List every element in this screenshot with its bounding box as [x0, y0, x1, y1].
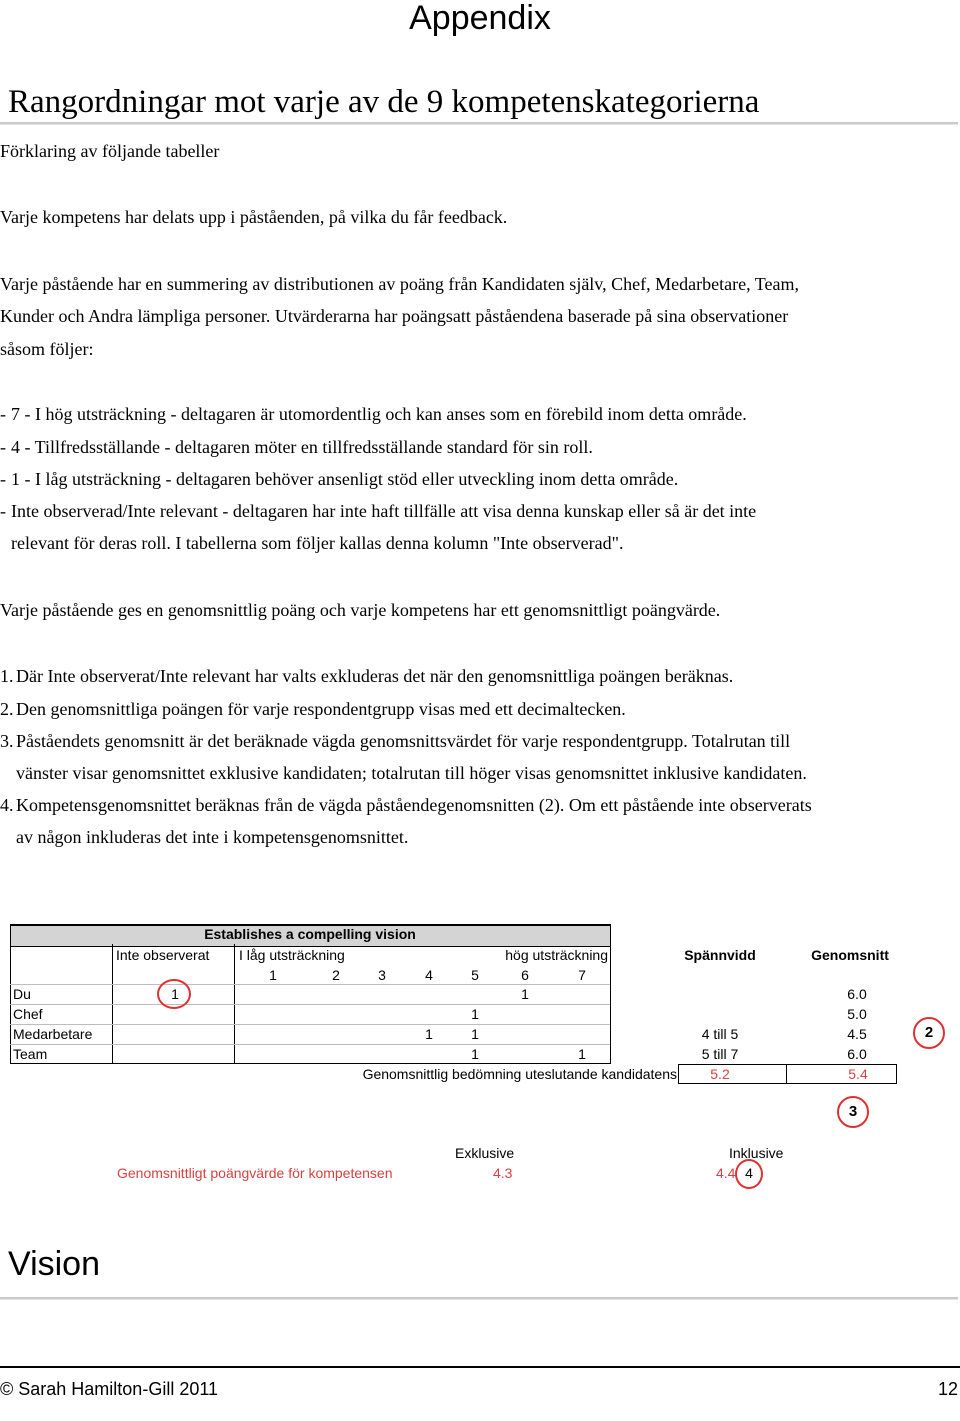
- exclusive-label: Exklusive: [455, 1145, 515, 1161]
- numbered-item: 1. Där Inte observerat/Inte relevant har valts exkluderas det när den genomsnittliga poängen beräknas.: [0, 666, 734, 686]
- average-paragraph: Varje påstående ges en genomsnittlig poäng och varje kompetens har ett genomsnittligt poängvärde.: [0, 600, 721, 620]
- table-cell: 5.0: [847, 1006, 867, 1022]
- header-span: Spännvidd: [684, 947, 756, 963]
- header-not-observed: Inte observerat: [116, 947, 210, 963]
- scale-label: 7: [578, 967, 586, 983]
- list-item: - Inte observerad/Inte relevant - deltagaren har inte haft tillfälle att visa denna kunskap eller så är det inte: [0, 501, 757, 521]
- summary-span: 5.2: [710, 1066, 730, 1082]
- annotation-badge-4: 4: [735, 1159, 763, 1189]
- footer-divider: [0, 1366, 960, 1368]
- table-cell: 1: [578, 1046, 586, 1062]
- annotation-badge-2: 2: [913, 1017, 945, 1049]
- intro-paragraph-1: Varje kompetens har delats upp i påståenden, på vilka du får feedback.: [0, 207, 508, 227]
- numbered-item-continuation: av någon inkluderas det inte i kompetensgenomsnittet.: [16, 827, 409, 847]
- list-item: - 4 - Tillfredsställande - deltagaren möter en tillfredsställande standard för sin roll.: [0, 437, 593, 457]
- table-cell: 5 till 7: [701, 1046, 739, 1062]
- summary-label: Genomsnittlig bedömning uteslutande kandidatens: [362, 1066, 677, 1082]
- page-number: 12: [937, 1379, 958, 1399]
- table-cell: 4 till 5: [701, 1026, 739, 1042]
- table-title: Establishes a compelling vision: [204, 926, 416, 942]
- scale-label: 2: [332, 967, 340, 983]
- scale-label: 6: [521, 967, 529, 983]
- inclusive-label: Inklusive: [729, 1145, 784, 1161]
- intro-paragraph-2-line-2: Kunder och Andra lämpliga personer. Utvärderarna har poängsatt påståendena baserade på sina observationer: [0, 306, 789, 326]
- highlight-circle: [157, 979, 191, 1009]
- table-cell: 1: [471, 1006, 479, 1022]
- scale-label: 1: [269, 967, 277, 983]
- list-item: - 7 - I hög utsträckning - deltagaren är utomordentlig och kan anses som en förebild inom detta område.: [0, 404, 747, 424]
- table-cell: 1: [521, 986, 529, 1002]
- footer-copyright: © Sarah Hamilton-Gill 2011: [0, 1379, 219, 1399]
- intro-paragraph-2-line-3: såsom följer:: [0, 339, 94, 359]
- vision-title: Vision: [8, 1245, 100, 1283]
- competence-average-exclusive: 4.3: [493, 1165, 513, 1181]
- numbered-item-continuation: vänster visar genomsnittet exklusive kandidaten; totalrutan till höger visas genomsnittet inklusive kandidaten.: [16, 763, 807, 783]
- header-low: I låg utsträckning: [239, 947, 345, 963]
- numbered-item: 2. Den genomsnittliga poängen för varje respondentgrupp visas med ett decimaltecken.: [0, 699, 626, 719]
- scale-label: 4: [425, 967, 433, 983]
- table-cell: 6.0: [847, 986, 867, 1002]
- row-label: Team: [13, 1046, 48, 1062]
- list-item-continuation: relevant för deras roll. I tabellerna som följer kallas denna kolumn "Inte observerad".: [11, 533, 624, 553]
- numbered-item: 4. Kompetensgenomsnittet beräknas från de vägda påståendegenomsnitten (2). Om ett påstående inte observerats: [0, 795, 812, 815]
- page-title: Appendix: [409, 0, 551, 37]
- table-cell: 1: [425, 1026, 433, 1042]
- table-cell: 1: [471, 1026, 479, 1042]
- summary-average: 5.4: [848, 1066, 868, 1082]
- annotation-badge-3: 3: [837, 1096, 869, 1128]
- numbered-item: 3. Påståendets genomsnitt är det beräknade vägda genomsnittsvärdet för varje respondentgrupp. Totalrutan till: [0, 731, 791, 751]
- vision-divider: [0, 1297, 958, 1300]
- header-average: Genomsnitt: [811, 947, 889, 963]
- list-item: - 1 - I låg utsträckning - deltagaren behöver ansenligt stöd eller utveckling inom detta område.: [0, 469, 679, 489]
- header-high: hög utsträckning: [505, 947, 608, 963]
- section-title: Rangordningar mot varje av de 9 kompetenskategorierna: [8, 84, 760, 120]
- row-label: Chef: [13, 1006, 43, 1022]
- scale-label: 5: [471, 967, 479, 983]
- table-cell: 1: [471, 1046, 479, 1062]
- intro-heading: Förklaring av följande tabeller: [0, 141, 220, 161]
- table-cell: 6.0: [847, 1046, 867, 1062]
- intro-paragraph-2-line-1: Varje påstående har en summering av distributionen av poäng från Kandidaten själv, Chef, Medarbetare, Team,: [0, 274, 799, 294]
- competence-average-label: Genomsnittligt poängvärde för kompetensen: [117, 1165, 393, 1181]
- competence-average-inclusive: 4.4: [716, 1165, 736, 1181]
- scale-label: 3: [378, 967, 386, 983]
- row-label: Du: [13, 986, 31, 1002]
- table-cell: 1: [171, 986, 179, 1002]
- row-label: Medarbetare: [13, 1026, 93, 1042]
- table-cell: 4.5: [847, 1026, 867, 1042]
